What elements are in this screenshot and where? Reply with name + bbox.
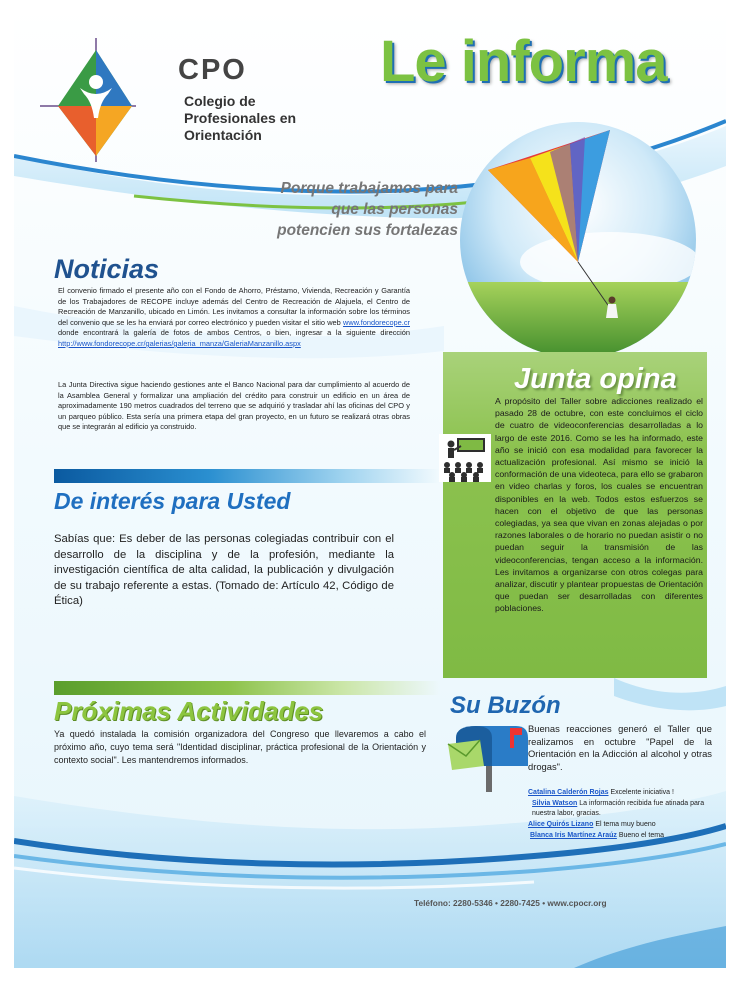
proximas-heading: Próximas Actividades (54, 696, 324, 726)
newsletter-page (14, 6, 726, 968)
footer-contact: Teléfono: 2280-5346 • 2280-7425 • www.cpocr.org (414, 898, 607, 908)
kite-photo (460, 122, 696, 358)
comment-text: La información recibida fue atinada para nuestra labor, gracias. (532, 800, 705, 817)
comment-item (528, 831, 714, 841)
comment-item (528, 799, 714, 819)
interes-text: Sabías que: Es deber de las personas colegiadas contribuir con el desarrollo de la disciplina y de la profesión, mediante la investigación científica de alta calidad, la publicación y divulgación de su trabajo referente a estas. (Tomado de: Artículo 42, Código de Ética) (54, 533, 394, 607)
org-acronym: CPO (178, 54, 247, 86)
mailbox-icon (446, 722, 532, 794)
buzon-heading: Su Buzón (450, 692, 561, 719)
comment-item (528, 788, 714, 798)
noticias-heading: Noticias (54, 254, 160, 284)
fondorecope-link[interactable]: www.fondorecope.cr (343, 317, 410, 327)
comment-author[interactable]: Silvia Watson (532, 800, 578, 807)
comment-text: Excelente iniciativa ! (610, 789, 674, 796)
comment-author[interactable]: Blanca Iris Martínez Araúz (530, 832, 617, 839)
junta-text: A propósito del Taller sobre adicciones realizado el pasado 28 de octubre, con este concluimos el ciclo de cuatro de videoconferencias desarrolladas a lo largo de este 2016. Como se les ha informado, este año se inició con esa modalidad para favorecer la actualización profesional. Así mismo se inició la conformación de una videoteca, para ello se grabaron en video charlas y foros, los cuales se encuentran disponibles en la web. Todos estos esfuerzos se hacen con el objetivo de que las personas colegiadas, ya sea que vivan en zonas alejadas o por razones laborales o de horario no puedan asistir o no puedan seguir la transmisión de las videoconferencias, tengan acceso a la información. Les invitamos a organizarse con otros colegas para analizar, discutir y plantear propuestas de Orientación que puedan ser desarrolladas con diferentes poblaciones. (495, 396, 703, 614)
masthead-title: Le informa (380, 29, 667, 94)
galeria-link[interactable]: http://www.fondorecope.cr/galerias/galeria_manza/GaleriaManzanillo.aspx (58, 338, 301, 348)
buzon-text: Buenas reacciones generó el Taller que realizamos en octubre "Papel de la Orientación en la Adicción al alcohol y otras drogas". (528, 723, 712, 772)
tagline: Porque trabajamos para que las personas potencien sus fortalezas (277, 180, 458, 239)
cpo-logo (38, 36, 138, 164)
interes-heading: De interés para Usted (54, 488, 291, 514)
junta-heading: Junta opina (514, 363, 677, 395)
org-name: Colegio de Profesionales en Orientación (184, 93, 297, 143)
comment-author[interactable]: Catalina Calderón Rojas (528, 789, 609, 796)
noticias-p1-text-2: donde encontrará la galería de fotos de ambos Centros, o bien, ingresar a la siguiente dirección (58, 328, 410, 338)
comment-item (528, 820, 714, 830)
comment-text: Bueno el tema (618, 832, 664, 839)
comment-text: El tema muy bueno (595, 821, 656, 828)
proximas-text: Ya quedó instalada la comisión organizadora del Congreso que llevaremos a cabo el próximo año, cuyo tema será "Identidad disciplinar, práctica profesional de la Orientación y contexto social". Les mantendremos informados. (54, 729, 426, 765)
buzon-comments (528, 788, 714, 842)
meeting-icon (439, 434, 491, 482)
comment-author[interactable]: Alice Quirós Lizano (528, 821, 594, 828)
noticias-paragraph-1 (58, 286, 410, 350)
noticias-paragraph-2: La Junta Directiva sigue haciendo gestiones ante el Banco Nacional para dar cumplimiento al acuerdo de la Asamblea General y formalizar una ampliación del crédito para construir un edificio en un área de aproximadamente 190 metros cuadrados del terreno que se adquirió y trasladar ahí las oficinas del CPO y un parqueo público. Esta sería una primera etapa del gran proyecto, en un futuro se realizará otras obras que se integrarán al edificio ya construido. (58, 380, 410, 432)
proximas-bar (54, 681, 440, 695)
interes-bar (54, 469, 440, 483)
noticias-p1-text: El convenio firmado el presente año con el Fondo de Ahorro, Préstamo, Vivienda, Recreación y Garantía de los Trabajadores de RECOPE incluye además del Centro de Recreación de Alajuela, el Centro de Recreación de Manzanillo, ubicado en Limón. Les invitamos a consultar la información sobre los términos del convenio que se les ha enviará por correo electrónico y pueden visitar el sitio web (58, 286, 410, 327)
